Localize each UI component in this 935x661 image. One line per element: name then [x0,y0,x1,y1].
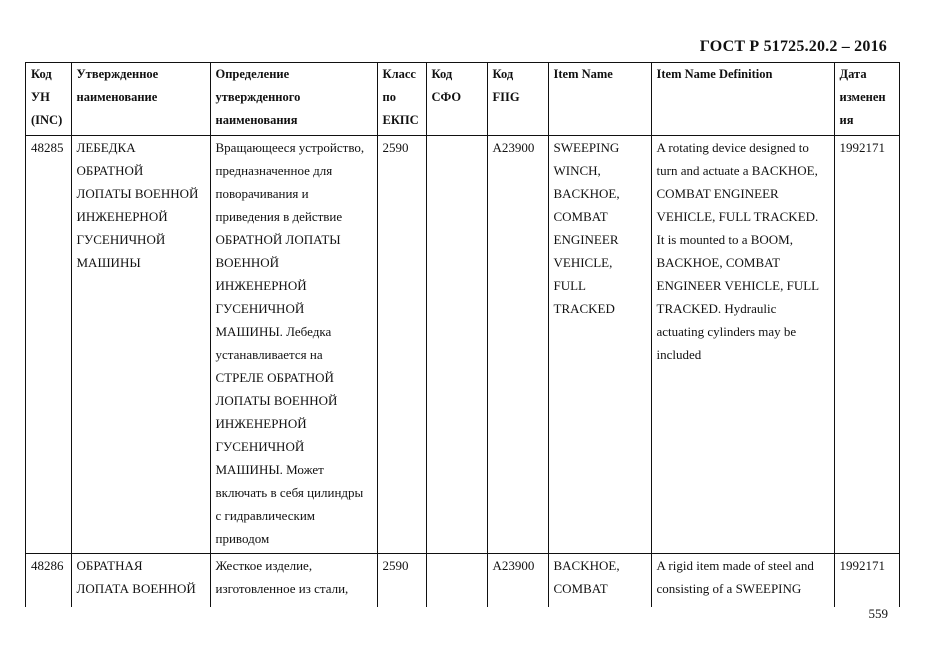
text-line: включать в себя цилиндры [215,484,364,500]
text-line: приведения в действие [215,208,343,224]
text-line: ЛОПАТЫ ВОЕННОЙ [76,185,199,201]
cell-approved-name [71,135,210,553]
header-approved-name [71,63,210,135]
text-line: ГУСЕНИЧНОЙ [215,300,305,316]
text-line: поворачивания и [215,185,309,201]
cell-approved-name [71,553,210,607]
text-line: ВОЕННОЙ [215,254,280,270]
text-line: ИНЖЕНЕРНОЙ [215,415,307,431]
text-line: COMBAT [553,208,608,224]
cell-sfo-code [426,135,487,553]
text-line: COMBAT [553,580,608,596]
header-item-definition [651,63,834,135]
cell-item-definition [651,553,834,607]
text-line: ЛОПАТЫ ВОЕННОЙ [215,392,338,408]
page-number: 559 [868,606,888,621]
text-line: Определение [215,67,290,81]
text-line: Дата [839,67,867,81]
text-line: consisting of a SWEEPING [656,580,802,596]
header-fiig-code [487,63,548,135]
text-line: Код [492,67,514,81]
text-line: BACKHOE, COMBAT [656,254,781,270]
text-line: SWEEPING [553,139,620,155]
text-line: МАШИНЫ [76,254,141,270]
header-inc [26,63,71,135]
text-line: COMBAT ENGINEER [656,185,779,201]
text-line: устанавливается на [215,346,323,362]
table-row [26,135,899,553]
document-code: ГОСТ Р 51725.20.2 – 2016 [699,38,887,55]
text-line: ОБРАТНАЯ [76,557,143,573]
cell-name-definition [210,135,377,553]
cell-item-name [548,553,651,607]
text-line: СФО [431,90,462,104]
text-line: BACKHOE, [553,185,620,201]
header-sfo-code [426,63,487,135]
text-line: МАШИНЫ. Может [215,461,324,477]
text-line: СТРЕЛЕ ОБРАТНОЙ [215,369,334,385]
text-line: МАШИНЫ. Лебедка [215,323,332,339]
text-line: A rigid item made of steel and [656,557,814,573]
cell-change-date: 1992171 [834,135,899,553]
text-line: изготовленное из стали, [215,580,349,596]
cell-name-definition [210,553,377,607]
text-line: Жесткое изделие, [215,557,313,573]
header-name-definition [210,63,377,135]
text-line: ГУСЕНИЧНОЙ [76,231,166,247]
cell-class-ekps: 2590 [377,135,426,553]
text-line: с гидравлическим [215,507,316,523]
text-line: ОБРАТНОЙ [76,162,144,178]
cell-fiig-code: A23900 [487,135,548,553]
text-line: ОБРАТНОЙ ЛОПАТЫ [215,231,341,247]
header-class-ekps [377,63,426,135]
text-line: Утвержденное [76,67,159,81]
text-line: Item Name Definition [656,67,773,81]
text-line: ENGINEER [553,231,619,247]
text-line: WINCH, [553,162,601,178]
text-line: ENGINEER VEHICLE, FULL [656,277,820,293]
text-line: TRACKED [553,300,615,316]
header-change-date [834,63,899,135]
table-header-row [26,63,899,135]
text-line: It is mounted to a BOOM, [656,231,793,247]
text-line: по [382,90,396,104]
text-line: TRACKED. Hydraulic [656,300,777,316]
text-line: ИНЖЕНЕРНОЙ [215,277,307,293]
text-line: Item Name [553,67,613,81]
text-line: VEHICLE, FULL TRACKED. [656,208,819,224]
text-line: Класс [382,67,416,81]
text-line: turn and actuate a BACKHOE, [656,162,818,178]
text-line: ГУСЕНИЧНОЙ [215,438,305,454]
catalog-table [25,62,900,607]
text-line: предназначенное для [215,162,333,178]
text-line: ЛЕБЕДКА [76,139,136,155]
cell-sfo-code [426,553,487,607]
text-line: ия [839,113,854,127]
text-line: утвержденного [215,90,301,104]
text-line: FIIG [492,90,520,104]
text-line: ЕКПС [382,113,419,127]
table-row [26,553,899,607]
text-line: ЛОПАТА ВОЕННОЙ [76,580,196,596]
text-line: Код [431,67,453,81]
text-line: A rotating device designed to [656,139,809,155]
cell-item-name [548,135,651,553]
text-line: ИНЖЕНЕРНОЙ [76,208,168,224]
text-line: наименования [215,113,298,127]
text-line: BACKHOE, [553,557,620,573]
cell-change-date: 1992171 [834,553,899,607]
text-line: included [656,346,702,362]
text-line: FULL [553,277,586,293]
text-line: (INC) [31,113,63,127]
text-line: Вращающееся устройство, [215,139,365,155]
text-line: VEHICLE, [553,254,613,270]
cell-inc: 48285 [26,135,71,553]
header-item-name [548,63,651,135]
cell-inc: 48286 [26,553,71,607]
text-line: Код [31,67,52,81]
text-line: actuating cylinders may be [656,323,797,339]
text-line: наименование [76,90,158,104]
cell-class-ekps: 2590 [377,553,426,607]
text-line: приводом [215,530,270,546]
text-line: изменен [839,90,886,104]
text-line: УН [31,90,50,104]
cell-item-definition [651,135,834,553]
cell-fiig-code: A23900 [487,553,548,607]
